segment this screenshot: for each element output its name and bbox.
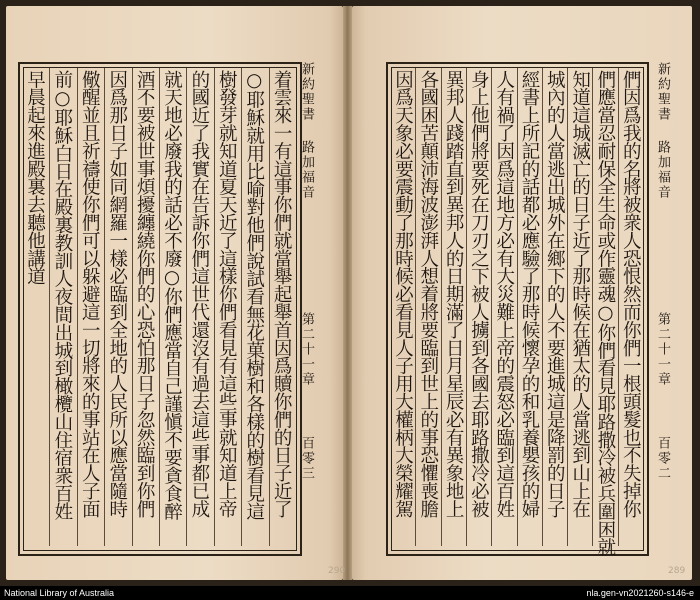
pencil-folio-right: 289 xyxy=(668,566,686,576)
column-separator xyxy=(214,68,215,546)
text-column: 們應當忍耐保全生命或作靈魂○你們看見耶路撒冷被兵圍困就 xyxy=(594,70,616,556)
text-column: 酒不要被世事煩擾纏繞你們的心恐怕那日子忽然臨到你們 xyxy=(134,70,156,518)
text-column: 身上他們將要死在刀刃之下被人擄到各國去耶路撒冷必被 xyxy=(468,70,490,518)
column-separator xyxy=(466,68,467,546)
column-separator xyxy=(567,68,568,546)
text-column: 早晨起來進殿裏去聽他講道 xyxy=(24,70,46,285)
scan-footer xyxy=(0,586,700,600)
text-column: 異邦人踐踏直到異邦人的日期滿了日月星辰必有異象地上 xyxy=(443,70,465,518)
left-header-book-title: 新約聖書 xyxy=(299,62,314,122)
text-column: 儆醒並且祈禱使你們可以躲避這一切將來的事站在人子面 xyxy=(79,70,101,518)
column-separator xyxy=(517,68,518,546)
left-header-gospel: 路加福音 xyxy=(299,140,314,200)
right-header-book-title: 新約聖書 xyxy=(655,62,670,122)
column-separator xyxy=(104,68,105,546)
column-separator xyxy=(159,68,160,546)
column-separator xyxy=(269,68,270,546)
column-separator xyxy=(241,68,242,546)
left-header-chapter: 第二十一章 xyxy=(299,312,314,387)
column-separator xyxy=(49,68,50,546)
text-column: 城內的人當逃出城外在鄉下的人不要進城這是降罰的日子 xyxy=(544,70,566,518)
text-column: 各國困苦顛沛海波澎湃人想着將要臨到世上的事恐懼喪膽 xyxy=(417,70,439,518)
text-column: 的國近了我實在告訴你們這世代還沒有過去這些事都已成 xyxy=(188,70,210,518)
pencil-folio-left: 290 xyxy=(328,566,346,576)
text-column: ○耶穌就用比喻對他們說試看無花菓樹和各樣的樹看見這 xyxy=(243,70,265,521)
column-separator xyxy=(592,68,593,546)
text-column: 前○耶穌白日在殿裏教訓人夜間出城到橄欖山住宿衆百姓 xyxy=(51,70,73,521)
text-column: 人有禍了因爲這地方必有大災難上帝的震怒必臨到這百姓 xyxy=(493,70,515,518)
left-page-number: 百零三 xyxy=(299,436,314,481)
footer-library-name: National Library of Australia xyxy=(4,588,115,598)
column-separator xyxy=(415,68,416,546)
column-separator xyxy=(132,68,133,546)
text-column: 因爲那日子如同網羅一樣必臨到全地的人民所以應當隨時 xyxy=(106,70,128,518)
column-separator xyxy=(618,68,619,546)
text-column: 就天地必廢我的話必不廢○你們應當自己謹愼不要貪食醉 xyxy=(161,70,183,521)
right-header-gospel: 路加福音 xyxy=(655,140,670,200)
column-separator xyxy=(186,68,187,546)
footer-scan-id: nla.gen-vn2021260-s146-e xyxy=(586,588,694,598)
text-column: 們因爲我的名將被衆人恐恨然而你們一根頭髮也不失掉你 xyxy=(620,70,642,518)
text-column: 知道這城滅亡的日子近了那時候在猶太的人當逃到山上在 xyxy=(569,70,591,518)
column-separator xyxy=(491,68,492,546)
text-column: 因爲天象必要震動了那時候必看見人子用大權柄大榮耀駕 xyxy=(392,70,414,518)
right-header-chapter: 第二十一章 xyxy=(655,312,670,387)
book-gutter xyxy=(343,6,352,580)
column-separator xyxy=(77,68,78,546)
column-separator xyxy=(542,68,543,546)
column-separator xyxy=(441,68,442,546)
text-column: 着雲來一有這事你們就當舉起舉首因爲贖你們的日子近了 xyxy=(271,70,293,518)
right-page-number: 百零二 xyxy=(655,436,670,481)
text-column: 樹發芽就知道夏天近了這樣你們看見有這些事就知道上帝 xyxy=(216,70,238,518)
text-column: 經書上所記的話都必應驗了那時候懷孕的和乳養嬰孩的婦 xyxy=(519,70,540,518)
